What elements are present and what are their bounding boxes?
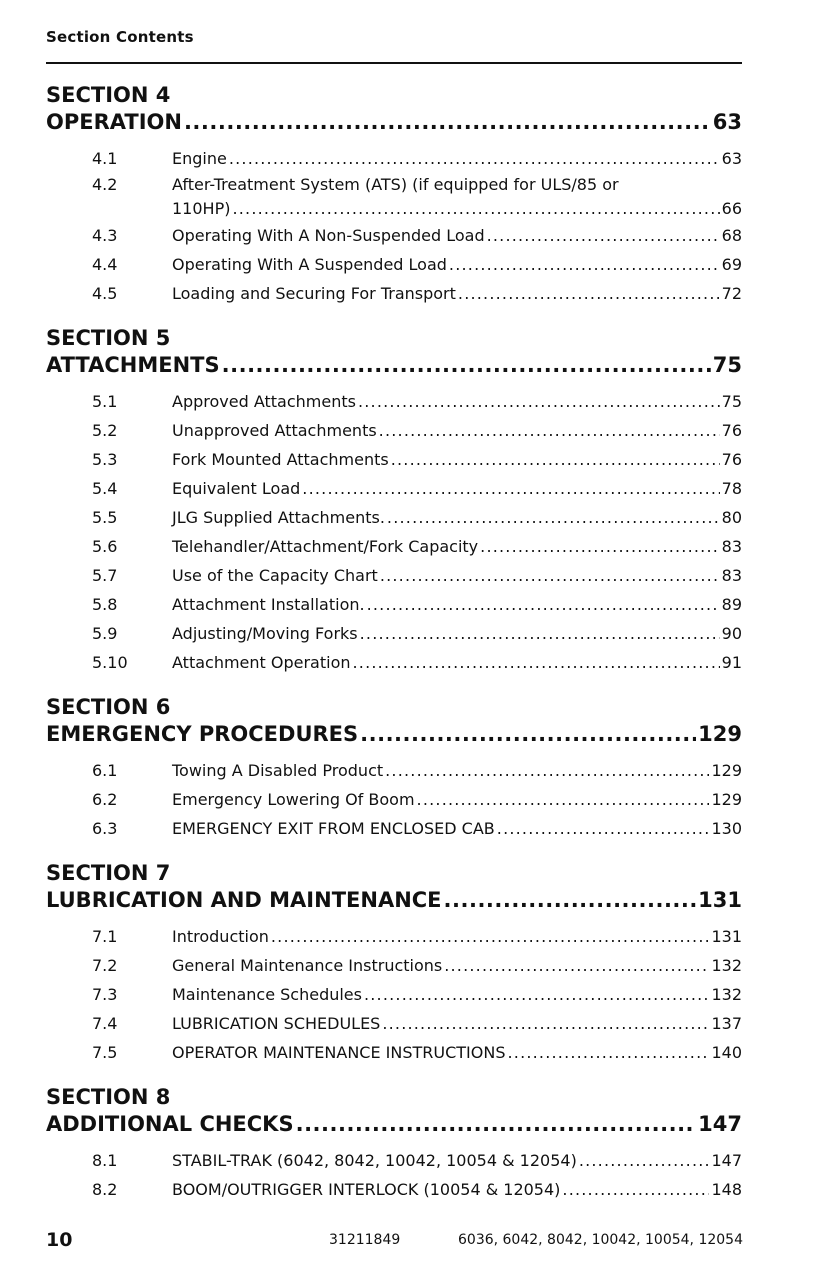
entry-number: 7.5 <box>92 1043 118 1062</box>
entry-number: 5.9 <box>92 624 118 643</box>
entry-number: 5.7 <box>92 566 118 585</box>
dot-leader <box>271 922 710 951</box>
entry-title: Operating With A Suspended Load <box>172 255 447 274</box>
entry-page-number: 83 <box>721 537 742 556</box>
entry-number: 5.6 <box>92 537 118 556</box>
entry-number: 7.4 <box>92 1014 118 1033</box>
footer-page-number: 10 <box>46 1229 73 1251</box>
entry-page-number: 69 <box>721 255 742 274</box>
dot-leader <box>360 721 696 748</box>
dot-leader <box>562 1175 709 1204</box>
dot-leader <box>222 352 711 379</box>
entry-title: Emergency Lowering Of Boom <box>172 790 415 809</box>
entry-number: 4.4 <box>92 255 118 274</box>
entry-number: 4.1 <box>92 149 118 168</box>
dot-leader <box>497 814 710 843</box>
toc-entry[interactable] <box>46 416 742 445</box>
entry-number: 4.2 <box>92 175 118 194</box>
entry-number: 5.4 <box>92 479 118 498</box>
entry-title: Attachment Installation. <box>172 595 365 614</box>
toc-entry[interactable] <box>46 1009 742 1038</box>
entry-number: 5.1 <box>92 392 118 411</box>
dot-leader <box>480 532 719 561</box>
section-page-number: 131 <box>698 888 742 912</box>
toc-entry[interactable] <box>46 250 742 279</box>
entry-number: 6.3 <box>92 819 118 838</box>
entry-number: 8.1 <box>92 1151 118 1170</box>
section-title-link[interactable] <box>46 887 742 914</box>
section-title: EMERGENCY PROCEDURES <box>46 722 359 746</box>
toc-entry[interactable] <box>46 474 742 503</box>
toc-section <box>46 325 742 677</box>
dot-leader <box>449 250 720 279</box>
dot-leader <box>417 785 710 814</box>
entry-title: Approved Attachments <box>172 392 356 411</box>
toc-entry[interactable] <box>46 144 742 173</box>
entry-title: OPERATOR MAINTENANCE INSTRUCTIONS <box>172 1043 506 1062</box>
dot-leader <box>387 503 720 532</box>
footer-models: 6036, 6042, 8042, 10042, 10054, 12054 <box>458 1232 743 1248</box>
entry-page-number: 68 <box>721 226 742 245</box>
dot-leader <box>458 279 720 308</box>
toc-entry[interactable] <box>46 561 742 590</box>
entry-title: Engine <box>172 149 227 168</box>
toc-entry[interactable] <box>46 532 742 561</box>
section-title-link[interactable] <box>46 721 742 748</box>
entry-page-number: 76 <box>721 450 742 469</box>
toc-section <box>46 860 742 1067</box>
dot-leader <box>302 474 719 503</box>
entry-page-number: 72 <box>721 284 742 303</box>
toc-entry-list <box>46 144 742 308</box>
section-label: SECTION 4 <box>46 83 171 107</box>
section-page-number: 147 <box>698 1112 742 1136</box>
entry-number: 7.1 <box>92 927 118 946</box>
entry-page-number: 147 <box>711 1151 742 1170</box>
entry-page-number: 129 <box>711 790 742 809</box>
section-label: SECTION 5 <box>46 326 171 350</box>
dot-leader <box>232 197 719 221</box>
header-rule <box>46 62 742 64</box>
dot-leader <box>579 1146 710 1175</box>
entry-page-number: 66 <box>721 199 742 218</box>
section-title-link[interactable] <box>46 1111 742 1138</box>
entry-title: Telehandler/Attachment/Fork Capacity <box>172 537 479 556</box>
toc-entry[interactable] <box>46 387 742 416</box>
entry-page-number: 89 <box>721 595 742 614</box>
entry-title: Equivalent Load <box>172 479 301 498</box>
entry-number: 7.3 <box>92 985 118 1004</box>
entry-number: 4.5 <box>92 284 118 303</box>
dot-leader <box>367 590 720 619</box>
toc-entry-list <box>46 922 742 1067</box>
toc-entry[interactable] <box>46 619 742 648</box>
entry-page-number: 78 <box>721 479 742 498</box>
dot-leader <box>382 1009 709 1038</box>
entry-title-continued: 110HP) <box>172 199 231 218</box>
entry-number: 5.5 <box>92 508 118 527</box>
dot-leader <box>358 387 720 416</box>
dot-leader <box>444 951 709 980</box>
toc-entry[interactable] <box>46 648 742 677</box>
entry-page-number: 129 <box>711 761 742 780</box>
toc-entry-list <box>46 387 742 677</box>
toc-entry[interactable] <box>46 1175 742 1204</box>
entry-page-number: 83 <box>721 566 742 585</box>
entry-page-number: 75 <box>721 392 742 411</box>
entry-number: 5.2 <box>92 421 118 440</box>
toc-entry[interactable] <box>46 445 742 474</box>
entry-page-number: 76 <box>721 421 742 440</box>
section-page-number: 129 <box>698 722 742 746</box>
dot-leader <box>379 416 720 445</box>
dot-leader <box>508 1038 710 1067</box>
entry-title: STABIL-TRAK (6042, 8042, 10042, 10054 & 12054) <box>172 1151 577 1170</box>
dot-leader <box>487 221 720 250</box>
entry-page-number: 148 <box>711 1180 742 1199</box>
section-label: SECTION 7 <box>46 861 171 885</box>
entry-title: BOOM/OUTRIGGER INTERLOCK (10054 & 12054) <box>172 1180 561 1199</box>
section-label: SECTION 6 <box>46 695 171 719</box>
entry-page-number: 132 <box>711 985 742 1004</box>
entry-title: Introduction <box>172 927 269 946</box>
dot-leader <box>364 980 709 1009</box>
entry-number: 6.1 <box>92 761 118 780</box>
section-title-link[interactable] <box>46 352 742 379</box>
dot-leader <box>444 887 697 914</box>
toc-entry[interactable] <box>46 785 742 814</box>
entry-title: After-Treatment System (ATS) (if equipped for ULS/85 or <box>172 175 619 194</box>
entry-number: 4.3 <box>92 226 118 245</box>
toc-entry[interactable] <box>46 279 742 308</box>
toc-entry-list <box>46 1146 742 1204</box>
entry-page-number: 130 <box>711 819 742 838</box>
table-of-contents <box>46 82 742 1221</box>
entry-title: Loading and Securing For Transport <box>172 284 456 303</box>
toc-section <box>46 82 742 308</box>
entry-page-number: 91 <box>721 653 742 672</box>
entry-title: Unapproved Attachments <box>172 421 377 440</box>
section-title: ATTACHMENTS <box>46 353 220 377</box>
entry-title: General Maintenance Instructions <box>172 956 443 975</box>
entry-page-number: 63 <box>721 149 742 168</box>
entry-number: 7.2 <box>92 956 118 975</box>
entry-title: Operating With A Non-Suspended Load <box>172 226 485 245</box>
entry-title: Attachment Operation <box>172 653 351 672</box>
entry-page-number: 132 <box>711 956 742 975</box>
dot-leader <box>184 109 711 136</box>
page-header-title: Section Contents <box>46 28 194 46</box>
dot-leader <box>391 445 720 474</box>
toc-entry[interactable] <box>46 756 742 785</box>
toc-entry[interactable] <box>46 503 742 532</box>
entry-number: 5.10 <box>92 653 128 672</box>
section-title: LUBRICATION AND MAINTENANCE <box>46 888 442 912</box>
dot-leader <box>296 1111 697 1138</box>
entry-number: 6.2 <box>92 790 118 809</box>
entry-number: 8.2 <box>92 1180 118 1199</box>
toc-section <box>46 1084 742 1204</box>
entry-title: Fork Mounted Attachments <box>172 450 389 469</box>
entry-number: 5.3 <box>92 450 118 469</box>
toc-entry[interactable] <box>46 1038 742 1067</box>
entry-page-number: 80 <box>721 508 742 527</box>
entry-page-number: 131 <box>711 927 742 946</box>
entry-title: Maintenance Schedules <box>172 985 362 1004</box>
toc-entry[interactable] <box>46 221 742 250</box>
toc-entry[interactable] <box>46 1146 742 1175</box>
dot-leader <box>353 648 720 677</box>
entry-page-number: 140 <box>711 1043 742 1062</box>
section-label: SECTION 8 <box>46 1085 171 1109</box>
toc-entry[interactable] <box>46 814 742 843</box>
toc-entry[interactable] <box>46 173 742 221</box>
entry-page-number: 90 <box>721 624 742 643</box>
section-page-number: 75 <box>712 353 742 377</box>
entry-title: LUBRICATION SCHEDULES <box>172 1014 381 1033</box>
section-page-number: 63 <box>712 110 742 134</box>
entry-title: Use of the Capacity Chart <box>172 566 378 585</box>
entry-title: Towing A Disabled Product <box>172 761 384 780</box>
entry-title: EMERGENCY EXIT FROM ENCLOSED CAB <box>172 819 495 838</box>
entry-title: JLG Supplied Attachments. <box>172 508 385 527</box>
section-title: ADDITIONAL CHECKS <box>46 1112 294 1136</box>
toc-entry[interactable] <box>46 922 742 951</box>
dot-leader <box>360 619 720 648</box>
section-title: OPERATION <box>46 110 182 134</box>
dot-leader <box>229 144 720 173</box>
entry-title: Adjusting/Moving Forks <box>172 624 358 643</box>
dot-leader <box>380 561 720 590</box>
entry-number: 5.8 <box>92 595 118 614</box>
entry-page-number: 137 <box>711 1014 742 1033</box>
section-title-link[interactable] <box>46 109 742 136</box>
toc-entry[interactable] <box>46 590 742 619</box>
dot-leader <box>385 756 709 785</box>
toc-entry[interactable] <box>46 951 742 980</box>
toc-entry[interactable] <box>46 980 742 1009</box>
toc-section <box>46 694 742 843</box>
toc-entry-list <box>46 756 742 843</box>
footer-document-number: 31211849 <box>329 1232 401 1248</box>
